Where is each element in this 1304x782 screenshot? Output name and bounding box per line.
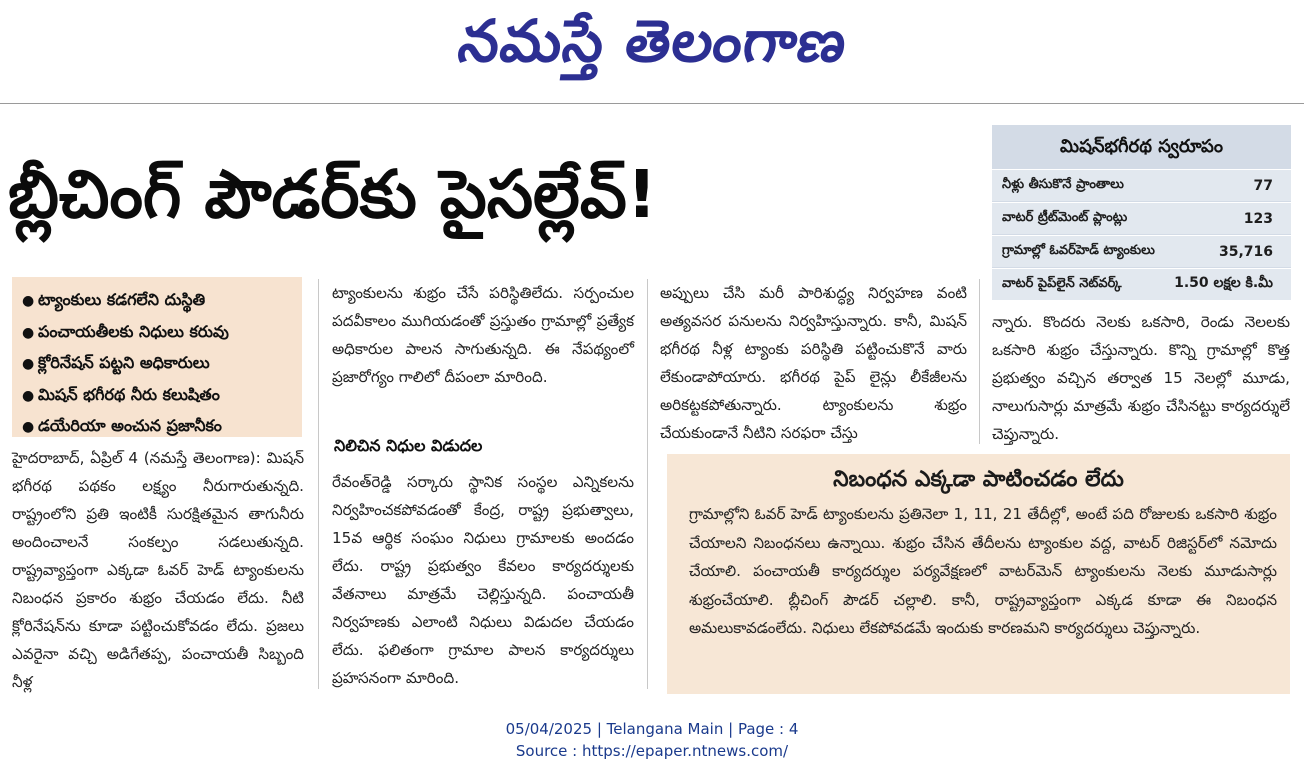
article-column-3 [660,279,967,447]
article-column-2b [332,468,634,692]
facts-box-title: మిషన్‌భగీరథ స్వరూపం [1060,136,1223,157]
facts-row [992,202,1291,234]
bullet-icon: ● [22,324,35,341]
facts-label: గ్రామాల్లో ఓవర్‌హెడ్ ట్యాంకులు [1002,242,1155,258]
facts-row [992,268,1291,300]
highlight-item [22,348,302,380]
facts-label: వాటర్ ట్రీట్‌మెంట్ ప్లాంట్లు [1002,209,1128,225]
highlight-text: ట్యాంకులు కడగలేని దుస్థితి [38,290,206,309]
masthead [0,0,1304,96]
facts-row [992,169,1291,201]
facts-value: 35,716 [1218,243,1273,260]
column-divider [318,279,319,689]
facts-value: 1.50 లక్షల కి.మీ [1174,275,1273,291]
newspaper-logo: నమస్తే తెలంగాణ [454,6,852,75]
column-divider [647,279,648,689]
page-footer [0,718,1304,762]
article-paragraph: న్నారు. కొందరు నెలకు ఒకసారి, రెండు నెలలకు ఒకసారి శుభ్రం చేస్తున్నారు. కొన్ని గ్రామాల్లో కొత్త ప్రభుత్వం వచ్చిన తర్వాత 15 నెలల్లో మూడు, నాలుగుసార్లు మాత్రమే శుభ్రం చేసినట్టు కార్యదర్శులే చెప్తున్నారు. [992,313,1290,443]
article-column-2 [332,279,634,391]
bullet-icon: ● [22,356,35,372]
highlight-text: క్లోరినేషన్ పట్టని అధికారులు [38,353,210,372]
article-column-4 [992,308,1290,448]
facts-value: 77 [1253,177,1273,194]
highlight-item [22,317,302,349]
facts-value: 123 [1243,210,1273,227]
article-paragraph: ట్యాంకులను శుభ్రం చేసే పరిస్థితిలేదు. సర్పంచుల పదవీకాలం ముగియడంతో ప్రస్తుతం గ్రామాల్లో ప్రత్యేక అధికారుల పాలన సాగుతున్నది. ఈ నేపథ్యంలో ప్రజారోగ్యం గాలిలో దీపంలా మారింది. [332,284,634,386]
inset-box [667,454,1290,694]
highlight-item [22,285,302,317]
footer-source-line: Source : https://epaper.ntnews.com/ [515,742,789,760]
bullet-icon: ● [22,293,35,309]
inset-title: నిబంధన ఎక్కడా పాటించడం లేదు [833,467,1124,492]
article-paragraph: హైదరాబాద్, ఏప్రిల్ 4 (నమస్తే తెలంగాణ): మిషన్ భగీరథ పథకం లక్ష్యం నీరుగారుతున్నది. రాష్ట్రంలోని ప్రతి ఇంటికీ సురక్షితమైన తాగునీరు అందించాలనే సంకల్పం సడలుతున్నది. రాష్ట్రవ్యాప్తంగా ఎక్కడా ఓవర్ హెడ్ ట్యాంకులను నిబంధన ప్రకారం శుభ్రం చేయడం లేదు. నీటి క్లోరినేషన్‌ను కూడా పట్టించుకోవడం లేదు. ప్రజలు ఎవరైనా వచ్చి అడిగేతప్ప, పంచాయతీ సిబ్బంది నీళ్ల [12,449,304,691]
inset-body: గ్రామాల్లోని ఓవర్ హెడ్ ట్యాంకులను ప్రతినెలా 1, 11, 21 తేదీల్లో, అంటే పది రోజులకు ఒకసారి శుభ్రం చేయాలని నిబంధనలు ఉన్నాయి. శుభ్రం చేసిన తేదీలను ట్యాంకుల వద్ద, వాటర్ రిజిస్టర్‌లో నమోదు చేయాలి. పంచాయతీ కార్యదర్శుల పర్యవేక్షణలో వాటర్‌మెన్ ట్యాంకులను నెలకు మూడుసార్లు శుభ్రంచేయాలి. బ్లీచింగ్ పౌడర్ చల్లాలి. కానీ, రాష్ట్రవ్యాప్తంగా ఎక్కడ కూడా ఈ నిబంధన అమలుకావడంలేదు. నిధులు లేకపోవడమే ఇందుకు కారణమని కార్యదర్శులు చెప్తున్నారు. [689,505,1277,637]
facts-row [992,235,1291,267]
facts-label: నీళ్లు తీసుకొనే ప్రాంతాలు [1002,176,1124,192]
column-divider [979,279,980,444]
highlights-list [12,277,302,443]
headline: బ్లీచింగ్ పౌడర్‌కు పైసల్లేవ్! [8,156,657,233]
masthead-rule [0,103,1304,104]
highlight-item [22,380,302,412]
highlight-text: పంచాయతీలకు నిధులు కరువు [38,321,229,341]
section-subheading: నిలిచిన నిధుల విడుదల [334,436,483,455]
highlight-text: మిషన్ భగీరథ నీరు కలుషితం [38,384,220,404]
bullet-icon: ● [22,419,35,435]
bullet-icon: ● [22,387,35,404]
article-column-1 [12,444,304,696]
article-paragraph: రేవంత్‌రెడ్డి సర్కారు స్థానిక సంస్థల ఎన్నికలను నిర్వహించకపోవడంతో కేంద్ర, రాష్ట్ర ప్రభుత్వాలు, 15వ ఆర్థిక సంఘం నిధులు గ్రామాలకు అందడం లేదు. రాష్ట్ర ప్రభుత్వం కేవలం కార్యదర్శులకు వేతనాలు మాత్రమే చెల్లిస్తున్నది. పంచాయతీ నిర్వహణకు ఎలాంటి నిధులు విడుదల చేయడం లేదు. ఫలితంగా గ్రామాల పాలన కార్యదర్శులు ప్రహసనంగా మారింది. [332,473,634,687]
facts-label: వాటర్ పైప్‌లైన్ నెట్‌వర్క్ [1002,275,1122,291]
highlight-item [22,411,302,443]
article-paragraph: అప్పులు చేసి మరీ పారిశుద్ధ్య నిర్వహణ వంటి అత్యవసర పనులను నిర్వహిస్తున్నారు. కానీ, మిషన్ భగీరథ నీళ్ల ట్యాంకు పరిస్థితి పట్టించుకొనే వారు లేకుండాపోయారు. భగీరథ పైప్ లైన్లు లీకేజీలను అరికట్టకపోతున్నారు. ట్యాంకులను శుభ్రం చేయకుండానే నీటిని సరఫరా చేస్తు [660,284,967,442]
highlight-text: డయేరియా అంచున ప్రజానీకం [38,416,222,435]
footer-date-line: 05/04/2025 | Telangana Main | Page : 4 [505,720,799,738]
facts-box [992,125,1291,298]
highlights-box [12,277,302,437]
